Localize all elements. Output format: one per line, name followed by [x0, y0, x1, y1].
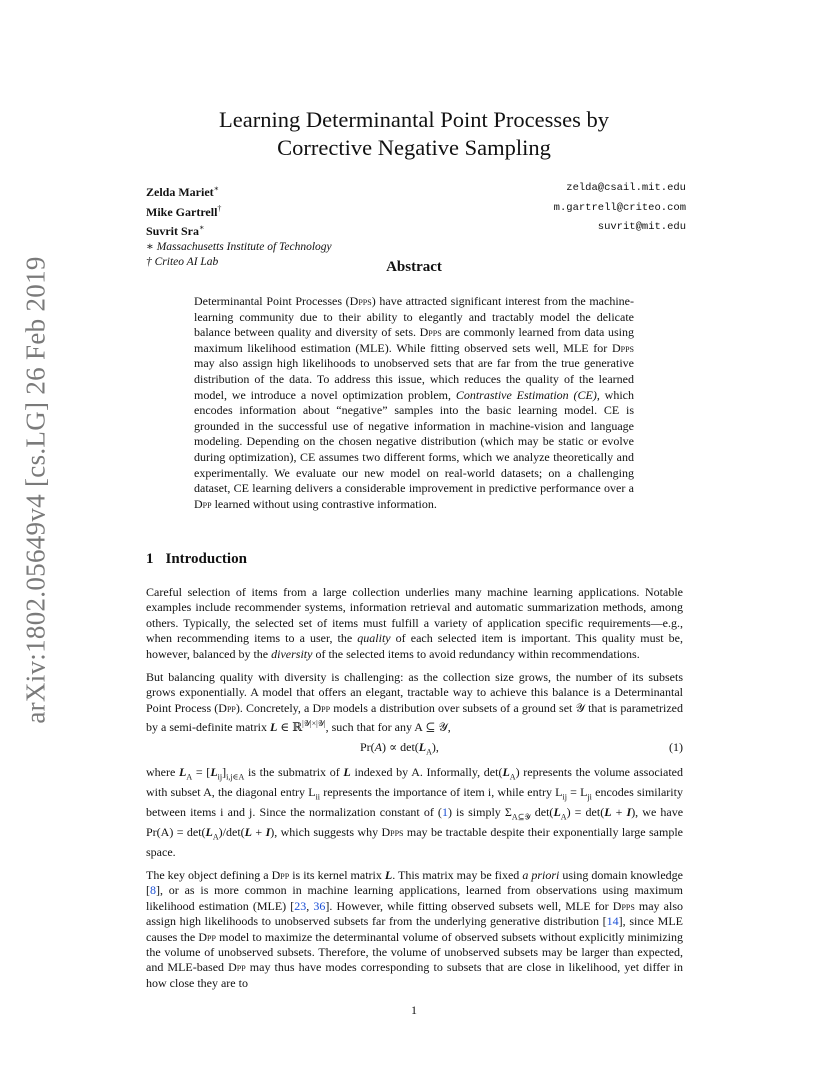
acronym: Dpp [194, 496, 212, 511]
text-run: )/det( [218, 824, 245, 839]
text-run: ) = det( [566, 805, 605, 820]
author-email[interactable]: zelda@csail.mit.edu [566, 182, 686, 194]
section-number: 1 [146, 551, 154, 567]
text-run: , which encodes information about “negative” samples into the basic learning model. CE is grounded in the successful use of negative information in machine-vision and language modeling. Depending on the chosen negative distribution (which may be static or evolve during optimization), CE assumes two different forms, which we analyze theoretically and experimentally. We evaluate our new model on real-world datasets; on a challenging dataset, CE learning delivers a considerable improvement in predictive performance over a [194, 387, 635, 496]
math-subscript: A [509, 772, 516, 782]
text-run: + [252, 824, 266, 839]
acronym: Dpp [228, 960, 246, 975]
text-run: encodes similarity between items i and j. Since the normalization constant of ( [146, 785, 683, 820]
acronym: Dpps [419, 325, 442, 340]
math-symbol: L [604, 805, 612, 820]
acronym: Dpp [271, 868, 290, 883]
author-email[interactable]: suvrit@mit.edu [597, 221, 686, 233]
text-run: of each selected item is important. This quality must be, however, balanced by the [146, 631, 683, 661]
math-symbol: I [626, 805, 632, 820]
equation-ref-link[interactable]: 1 [441, 805, 448, 820]
acronym: Dpps [349, 294, 372, 308]
citation-link[interactable]: 36 [313, 898, 326, 913]
author-email[interactable]: m.gartrell@criteo.com [553, 201, 686, 214]
text-run: where [146, 765, 180, 780]
author-mark: † [217, 203, 222, 213]
math-subscript: A [560, 812, 567, 822]
text-run: represents the importance of item i, while entry L [320, 785, 563, 800]
text-run: of the selected items to avoid redundancy within recommendations. [312, 646, 640, 661]
math-subscript: A⊆𝒴 [511, 812, 531, 822]
acronym: Dpp [198, 929, 216, 944]
text-run: using domain knowledge [ [146, 868, 683, 898]
text-run: ∈ ℝ [277, 720, 303, 735]
text-run: ] [222, 765, 227, 780]
math-symbol: L [205, 824, 213, 839]
author-row [146, 220, 686, 240]
author-row [146, 201, 686, 221]
text-run: ) have attracted significant interest from the machine-learning community due to their ability to elegantly and tractably model the delicate balance between quality and diversity of sets. [194, 294, 634, 340]
text-run: model to maximize the determinantal volume of observed subsets without explicitly minimizing the volume of unobserved subsets. Therefore, the volume of unobserved subsets may be larger than expected, and MLE-based [146, 929, 683, 975]
text-run: But balancing quality with diversity is challenging: as the collection size grows, the number of its subsets grows exponentially. A model that offers an elegant, tractable way to achieve this balance is a Determinantal Point Process ( [146, 670, 683, 715]
abstract-text [194, 294, 634, 512]
arxiv-sidebar-stamp [20, 256, 51, 724]
citation-link[interactable]: 23 [294, 898, 307, 913]
text-run: learned without using contrastive information. [211, 496, 437, 511]
author-name: Zelda Mariet [146, 185, 214, 199]
citation-link[interactable]: 8 [150, 883, 156, 898]
paragraph [146, 765, 683, 860]
emphasis: a priori [522, 868, 560, 883]
math-symbol: I [265, 824, 271, 839]
text-run: are commonly learned from data using maximum likelihood estimation (MLE). While fitting observed sets well, MLE for [194, 325, 635, 355]
emphasis: Contrastive Estimation (CE) [455, 387, 597, 402]
math-text: ) ∝ det( [382, 739, 419, 754]
math-subscript: A [426, 747, 432, 757]
math-symbol: L [269, 720, 278, 735]
text-run: The key object defining a [146, 868, 272, 883]
text-run: is the submatrix of [244, 765, 344, 780]
emphasis: quality [357, 631, 391, 646]
math-subscript: ij [217, 772, 223, 782]
math-text: ), [431, 739, 439, 754]
text-run: Determinantal Point Processes ( [194, 294, 350, 308]
math-subscript: ji [587, 792, 592, 802]
text-run: may thus have modes corresponding to subsets that are close in likelihood, yet differ in how close they are to [146, 960, 683, 990]
equation-number: (1) [669, 739, 683, 754]
acronym: Dpps [612, 898, 635, 913]
author-block [146, 181, 686, 271]
acronym: Dpps [381, 824, 404, 839]
math-subscript: A [186, 772, 193, 782]
math-symbol: A [374, 739, 383, 754]
acronym: Dpp [218, 700, 236, 715]
math-superscript: |𝒴|×|𝒴| [302, 719, 326, 729]
text-run: . This matrix may be fixed [392, 868, 523, 883]
text-run: may also assign high likelihoods to unobserved subsets far from the underlying generative distribution [ [146, 898, 683, 929]
text-run: ), which suggests why [270, 824, 382, 839]
text-run: indexed by A. Informally, det( [350, 765, 503, 780]
acronym: Dpps [611, 340, 634, 355]
math-subscript: ii [315, 792, 321, 802]
math-symbol: L [244, 824, 253, 839]
text-run: models a distribution over subsets of a ground set 𝒴 that is parametrized by a semi-definite matrix [146, 700, 683, 735]
math-symbol: L [384, 868, 393, 883]
math-symbol: L [418, 739, 427, 754]
abstract-heading: Abstract [386, 259, 442, 275]
acronym: Dpp [312, 700, 331, 715]
author-mark: ∗ [199, 223, 205, 232]
text-run: , such that for any A ⊆ 𝒴, [325, 720, 451, 735]
text-run: may also assign high likelihoods to unobserved sets that are far from the true generative distribution of the data. To address this issue, which reduces the quality of the learned model, we introduce a novel optimization problem, [194, 356, 634, 402]
math-subscript: ij [562, 792, 567, 802]
math-symbol: L [502, 765, 510, 780]
affiliation: ∗ Massachusetts Institute of Technology [146, 240, 332, 253]
math-symbol: L [343, 765, 351, 780]
author-name: Suvrit Sra [146, 224, 200, 238]
math-symbol: L [553, 805, 561, 820]
paragraph [146, 868, 683, 991]
author-name: Mike Gartrell [146, 204, 218, 219]
paragraph [146, 670, 683, 736]
citation-link[interactable]: 14 [606, 914, 619, 929]
arxiv-identifier: arXiv:1802.05649v4 [cs.LG] 26 Feb 2019 [20, 256, 51, 724]
text-run: may be tractable despite their exponentially large sample space. [146, 824, 683, 859]
section-heading [146, 551, 247, 568]
math-subscript: i,j∈A [226, 772, 245, 782]
text-run: = L [566, 785, 588, 800]
paragraph [146, 585, 683, 662]
text-run: is its kernel matrix [289, 868, 385, 883]
text-run: , [306, 898, 314, 913]
intro-body [146, 585, 683, 999]
text-run: Careful selection of items from a large collection underlies many machine learning applications. Notable examples include recommender systems, information retrieval and automatic summarization methods, among others. Typically, the selected set of items must fulfill a variety of application specific requirements—e.g., when recommending items to a user, the [146, 585, 683, 646]
title-line-1: Learning Determinantal Point Processes by [219, 107, 609, 132]
math-symbol: L [210, 765, 218, 780]
text-run: det( [530, 805, 554, 820]
text-run: = [ [192, 765, 211, 780]
author-row [146, 181, 686, 201]
title-line-2: Corrective Negative Sampling [277, 135, 551, 160]
equation-1 [146, 740, 683, 760]
math-subscript: A [212, 832, 219, 842]
equation-body [360, 740, 439, 760]
affiliation: † Criteo AI Lab [146, 256, 219, 268]
author-mark: ∗ [213, 184, 220, 193]
text-run: ) represents the volume associated with subset A, the diagonal entry L [146, 765, 683, 800]
paper-title [140, 106, 688, 162]
text-run: ), we have Pr(A) = det( [146, 805, 684, 839]
text-run: ], since MLE causes the [146, 914, 684, 944]
math-text: Pr( [360, 739, 375, 754]
text-run: ). Concretely, a [235, 700, 313, 715]
text-run: + [611, 805, 627, 820]
text-run: ) is simply Σ [447, 805, 512, 820]
text-run: ]. However, while fitting observed subsets well, MLE for [325, 898, 613, 913]
math-symbol: L [179, 765, 187, 780]
section-title: Introduction [165, 551, 247, 567]
emphasis: diversity [271, 646, 313, 661]
text-run: ], or as is more common in machine learning applications, learned from observations using maximum likelihood estimation (MLE) [ [146, 883, 683, 913]
page-number: 1 [411, 1003, 417, 1017]
